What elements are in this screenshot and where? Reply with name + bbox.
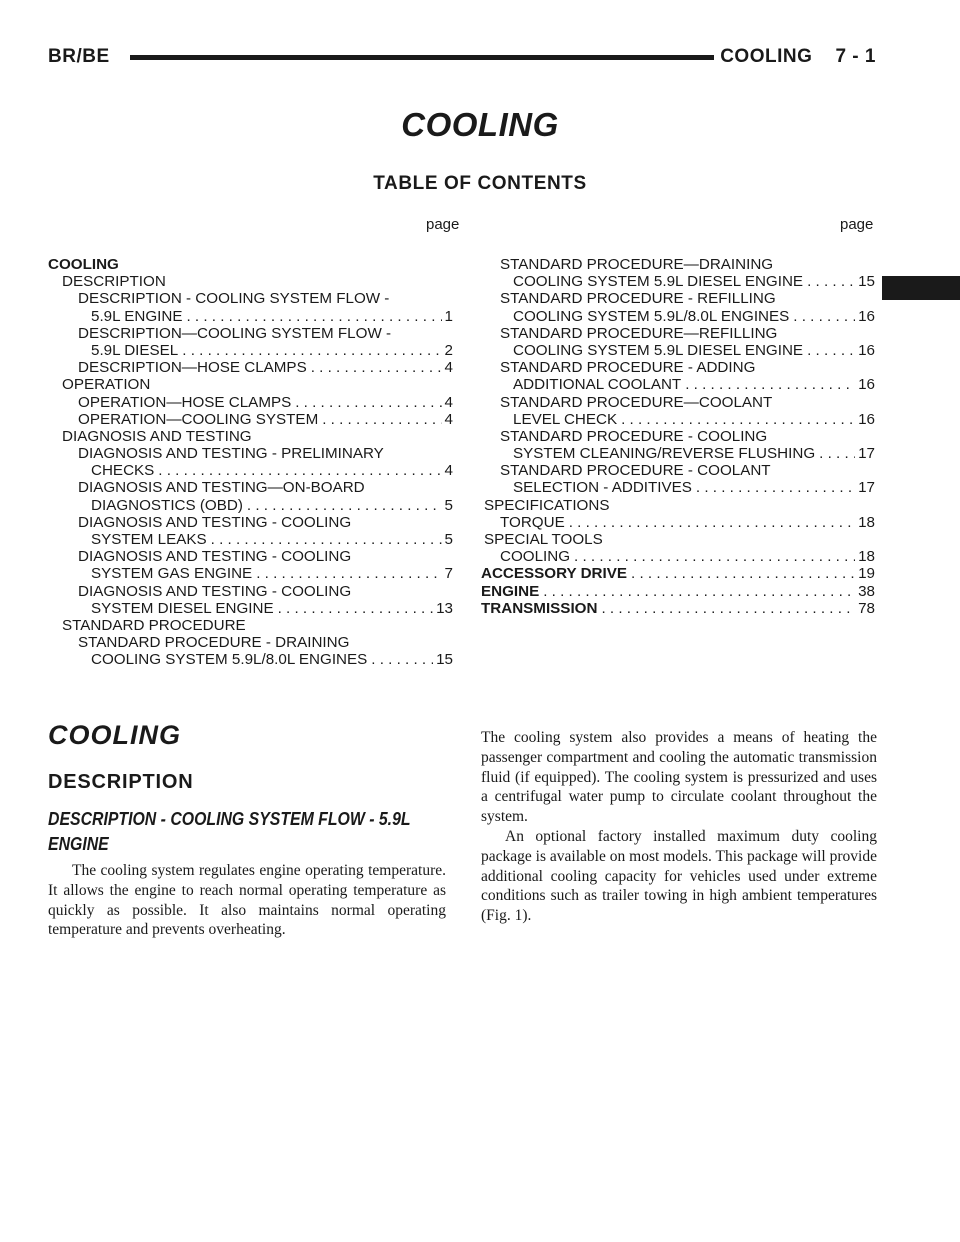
toc-dot-leader bbox=[256, 565, 441, 582]
toc-entry-text: COOLING SYSTEM 5.9L DIESEL ENGINE bbox=[513, 273, 804, 291]
toc-entry[interactable] bbox=[513, 308, 875, 325]
toc-entry[interactable] bbox=[78, 411, 453, 428]
toc-entry-text: ACCESSORY DRIVE bbox=[481, 565, 628, 583]
toc-page-label-left: page bbox=[426, 216, 460, 233]
toc-heading: TABLE OF CONTENTS bbox=[373, 173, 587, 194]
toc-entry-text: TORQUE bbox=[500, 513, 565, 531]
toc-entry-text: SYSTEM CLEANING/REVERSE FLUSHING bbox=[513, 445, 816, 463]
section-thumb-tab bbox=[882, 276, 960, 300]
toc-entry-text: COOLING SYSTEM 5.9L/8.0L ENGINES bbox=[91, 651, 368, 669]
toc-dot-leader bbox=[621, 411, 855, 428]
toc-entry[interactable] bbox=[91, 308, 453, 325]
toc-dot-leader bbox=[601, 600, 855, 617]
toc-entry[interactable] bbox=[91, 497, 453, 514]
toc-entry-text: STANDARD PROCEDURE - DRAINING bbox=[78, 634, 350, 652]
toc-entry-text: SPECIFICATIONS bbox=[484, 496, 610, 514]
toc-entry-text: DIAGNOSIS AND TESTING - PRELIMINARY bbox=[78, 445, 384, 463]
toc-entry-text: DIAGNOSIS AND TESTING bbox=[62, 427, 252, 445]
page-title: COOLING bbox=[401, 106, 559, 143]
toc-dot-leader bbox=[685, 376, 855, 393]
toc-entry[interactable] bbox=[500, 548, 875, 565]
toc-entry-text: COOLING bbox=[500, 548, 571, 566]
body-left-column bbox=[48, 720, 446, 940]
header-rule bbox=[130, 55, 714, 60]
toc-entry-page: 1 bbox=[444, 307, 453, 325]
toc-dot-leader bbox=[182, 342, 441, 359]
toc-entry[interactable] bbox=[78, 325, 453, 342]
toc-entry-text: SYSTEM LEAKS bbox=[91, 531, 207, 548]
toc-entry[interactable] bbox=[500, 359, 875, 376]
toc-entry-text: CHECKS bbox=[91, 462, 155, 480]
toc-entry-page: 16 bbox=[858, 307, 875, 325]
toc-dot-leader bbox=[574, 548, 855, 565]
toc-entry-text: COOLING SYSTEM 5.9L/8.0L ENGINES bbox=[513, 307, 790, 325]
toc-entry-text: OPERATION bbox=[62, 376, 151, 394]
toc-entry-page: 78 bbox=[858, 599, 875, 617]
toc-entry[interactable] bbox=[91, 600, 453, 617]
toc-entry[interactable] bbox=[78, 359, 453, 376]
toc-entry-page: 16 bbox=[858, 341, 875, 359]
toc-dot-leader bbox=[247, 497, 442, 514]
toc-entry-text: DESCRIPTION - COOLING SYSTEM FLOW - bbox=[78, 290, 390, 308]
toc-entry-text: STANDARD PROCEDURE - ADDING bbox=[500, 359, 756, 377]
toc-entry-text: DESCRIPTION—HOSE CLAMPS bbox=[78, 359, 307, 377]
toc-entry-text: STANDARD PROCEDURE - REFILLING bbox=[500, 290, 776, 308]
toc-dot-leader bbox=[793, 308, 855, 325]
toc-dot-leader bbox=[807, 273, 855, 290]
toc-entry-text: OPERATION—COOLING SYSTEM bbox=[78, 410, 319, 428]
toc-entry[interactable] bbox=[500, 514, 875, 531]
toc-entry-text: COOLING bbox=[48, 256, 119, 273]
toc-entry-text: STANDARD PROCEDURE—COOLANT bbox=[500, 393, 773, 411]
toc-entry-text: DESCRIPTION—COOLING SYSTEM FLOW - bbox=[78, 324, 392, 342]
toc-entry-page: 5 bbox=[444, 496, 453, 514]
toc-entry-page: 4 bbox=[444, 410, 453, 428]
toc-entry[interactable] bbox=[91, 651, 453, 668]
toc-entry-text: SYSTEM GAS ENGINE bbox=[91, 565, 253, 583]
toc-entry-page: 15 bbox=[436, 651, 453, 669]
toc-entry[interactable] bbox=[500, 325, 875, 342]
toc-entry-text: SELECTION - ADDITIVES bbox=[513, 479, 692, 497]
toc-entry-text: DIAGNOSIS AND TESTING - COOLING bbox=[78, 582, 352, 600]
toc-entry-text: STANDARD PROCEDURE—DRAINING bbox=[500, 256, 774, 273]
toc-entry-text: STANDARD PROCEDURE—REFILLING bbox=[500, 324, 778, 342]
toc-entry-page: 4 bbox=[444, 462, 453, 480]
subsection-heading: DESCRIPTION bbox=[48, 771, 194, 793]
toc-entry[interactable] bbox=[78, 290, 453, 307]
toc-entry[interactable] bbox=[481, 565, 875, 582]
toc-entry[interactable] bbox=[513, 376, 875, 393]
toc-entry-page: 2 bbox=[444, 341, 453, 359]
toc-entry-text: STANDARD PROCEDURE - COOLANT bbox=[500, 462, 771, 480]
toc-entry[interactable] bbox=[513, 479, 875, 496]
toc-entry-text: SYSTEM DIESEL ENGINE bbox=[91, 599, 274, 617]
toc-entry[interactable] bbox=[78, 445, 453, 462]
toc-entry-page: 17 bbox=[858, 479, 875, 497]
toc-entry[interactable] bbox=[513, 273, 875, 290]
toc-entry[interactable] bbox=[78, 514, 453, 531]
toc-entry[interactable] bbox=[62, 617, 453, 634]
toc-entry[interactable] bbox=[78, 548, 453, 565]
toc-entry-page: 18 bbox=[858, 548, 875, 566]
header-manual-code: BR/BE bbox=[48, 46, 110, 67]
toc-entry[interactable] bbox=[91, 531, 453, 548]
toc-entry-text: 5.9L DIESEL bbox=[91, 341, 179, 359]
toc-entry-page: 16 bbox=[858, 410, 875, 428]
toc-entry[interactable] bbox=[481, 600, 875, 617]
toc-dot-leader bbox=[631, 565, 855, 582]
toc-entry[interactable] bbox=[513, 342, 875, 359]
toc-dot-leader bbox=[278, 600, 434, 617]
toc-entry[interactable] bbox=[62, 376, 453, 393]
toc-page-label-right: page bbox=[840, 216, 874, 233]
toc-entry[interactable] bbox=[500, 394, 875, 411]
toc-entry[interactable] bbox=[500, 256, 875, 273]
toc-entry-page: 16 bbox=[858, 376, 875, 394]
toc-entry[interactable] bbox=[62, 428, 453, 445]
toc-entry[interactable] bbox=[500, 428, 875, 445]
toc-entry-page: 19 bbox=[858, 565, 875, 583]
body-paragraph: An optional factory installed maximum duty cooling package is available on most models. This package will provide additional cooling capacity for vehicles used under extreme conditions such as trailer towing in high ambient temperatures (Fig. 1). bbox=[481, 827, 877, 925]
toc-entry[interactable] bbox=[484, 531, 875, 548]
running-header bbox=[48, 40, 876, 74]
toc-entry[interactable] bbox=[78, 479, 453, 496]
toc-entry[interactable] bbox=[500, 462, 875, 479]
toc-entry-text: DIAGNOSIS AND TESTING - COOLING bbox=[78, 548, 352, 566]
toc-entry[interactable] bbox=[78, 394, 453, 411]
toc-entry-page: 15 bbox=[858, 273, 875, 291]
toc-entry[interactable] bbox=[500, 290, 875, 307]
toc-entry-text: SPECIAL TOOLS bbox=[484, 531, 603, 548]
toc-dot-leader bbox=[295, 394, 441, 411]
header-section-page: COOLING 7 - 1 bbox=[720, 46, 876, 67]
toc-entry-page: 17 bbox=[858, 445, 875, 463]
toc-dot-leader bbox=[186, 308, 441, 325]
toc-entry-page: 13 bbox=[436, 599, 453, 617]
toc-entry-text: DIAGNOSTICS (OBD) bbox=[91, 496, 243, 514]
toc-entry-text: DESCRIPTION bbox=[62, 273, 166, 291]
toc-entry[interactable] bbox=[48, 256, 453, 273]
toc-entry-page: 38 bbox=[858, 582, 875, 600]
toc-entry[interactable] bbox=[62, 273, 453, 290]
toc-entry[interactable] bbox=[484, 497, 875, 514]
toc-entry-text: LEVEL CHECK bbox=[513, 410, 618, 428]
toc-entry[interactable] bbox=[513, 445, 875, 462]
body-paragraph: The cooling system also provides a means of heating the passenger compartment and cooling the automatic transmission fluid (if equipped). The cooling system is pressurized and uses a centrifugal water pump to circulate coolant throughout the system. bbox=[481, 729, 877, 826]
toc-entry-text: ENGINE bbox=[481, 582, 540, 600]
toc-entry-page: 5 bbox=[444, 531, 453, 548]
toc-dot-leader bbox=[807, 342, 855, 359]
section-heading: COOLING bbox=[48, 720, 181, 750]
toc-entry[interactable] bbox=[91, 565, 453, 582]
toc-entry[interactable] bbox=[78, 634, 453, 651]
toc-left-column bbox=[48, 256, 453, 669]
toc-dot-leader bbox=[311, 359, 442, 376]
toc-entry-text: TRANSMISSION bbox=[481, 599, 598, 617]
toc-entry[interactable] bbox=[91, 342, 453, 359]
body-paragraph: The cooling system regulates engine operating temperature. It allows the engine to reach normal operating temperature as quickly as possible. It also maintains normal operating temperature and prevents overheating. bbox=[48, 862, 446, 939]
toc-dot-leader bbox=[371, 651, 433, 668]
toc-dot-leader bbox=[696, 479, 855, 496]
topic-heading: DESCRIPTION - COOLING SYSTEM FLOW - 5.9L ENGINE bbox=[48, 809, 411, 854]
toc-entry-text: DIAGNOSIS AND TESTING - COOLING bbox=[78, 513, 352, 531]
toc-entry[interactable] bbox=[513, 411, 875, 428]
toc-entry-page: 18 bbox=[858, 513, 875, 531]
toc-entry-text: DIAGNOSIS AND TESTING—ON-BOARD bbox=[78, 479, 365, 497]
toc-entry-text: 5.9L ENGINE bbox=[91, 307, 183, 325]
toc-entry-text: ADDITIONAL COOLANT bbox=[513, 376, 682, 394]
toc-entry[interactable] bbox=[78, 583, 453, 600]
toc-entry[interactable] bbox=[91, 462, 453, 479]
toc-dot-leader bbox=[322, 411, 441, 428]
toc-right-column bbox=[480, 256, 875, 617]
toc-entry-page: 4 bbox=[444, 359, 453, 377]
toc-dot-leader bbox=[211, 531, 442, 548]
toc-entry-text: STANDARD PROCEDURE bbox=[62, 616, 246, 634]
toc-entry[interactable] bbox=[481, 583, 875, 600]
body-right-column bbox=[481, 728, 877, 926]
toc-entry-page: 4 bbox=[444, 393, 453, 411]
toc-entry-page: 7 bbox=[444, 565, 453, 583]
toc-dot-leader bbox=[543, 583, 855, 600]
toc-dot-leader bbox=[819, 445, 855, 462]
toc-entry-text: OPERATION—HOSE CLAMPS bbox=[78, 393, 292, 411]
toc-dot-leader bbox=[569, 514, 855, 531]
toc-dot-leader bbox=[158, 462, 441, 479]
toc-entry-text: COOLING SYSTEM 5.9L DIESEL ENGINE bbox=[513, 341, 804, 359]
toc-entry-text: STANDARD PROCEDURE - COOLING bbox=[500, 427, 768, 445]
